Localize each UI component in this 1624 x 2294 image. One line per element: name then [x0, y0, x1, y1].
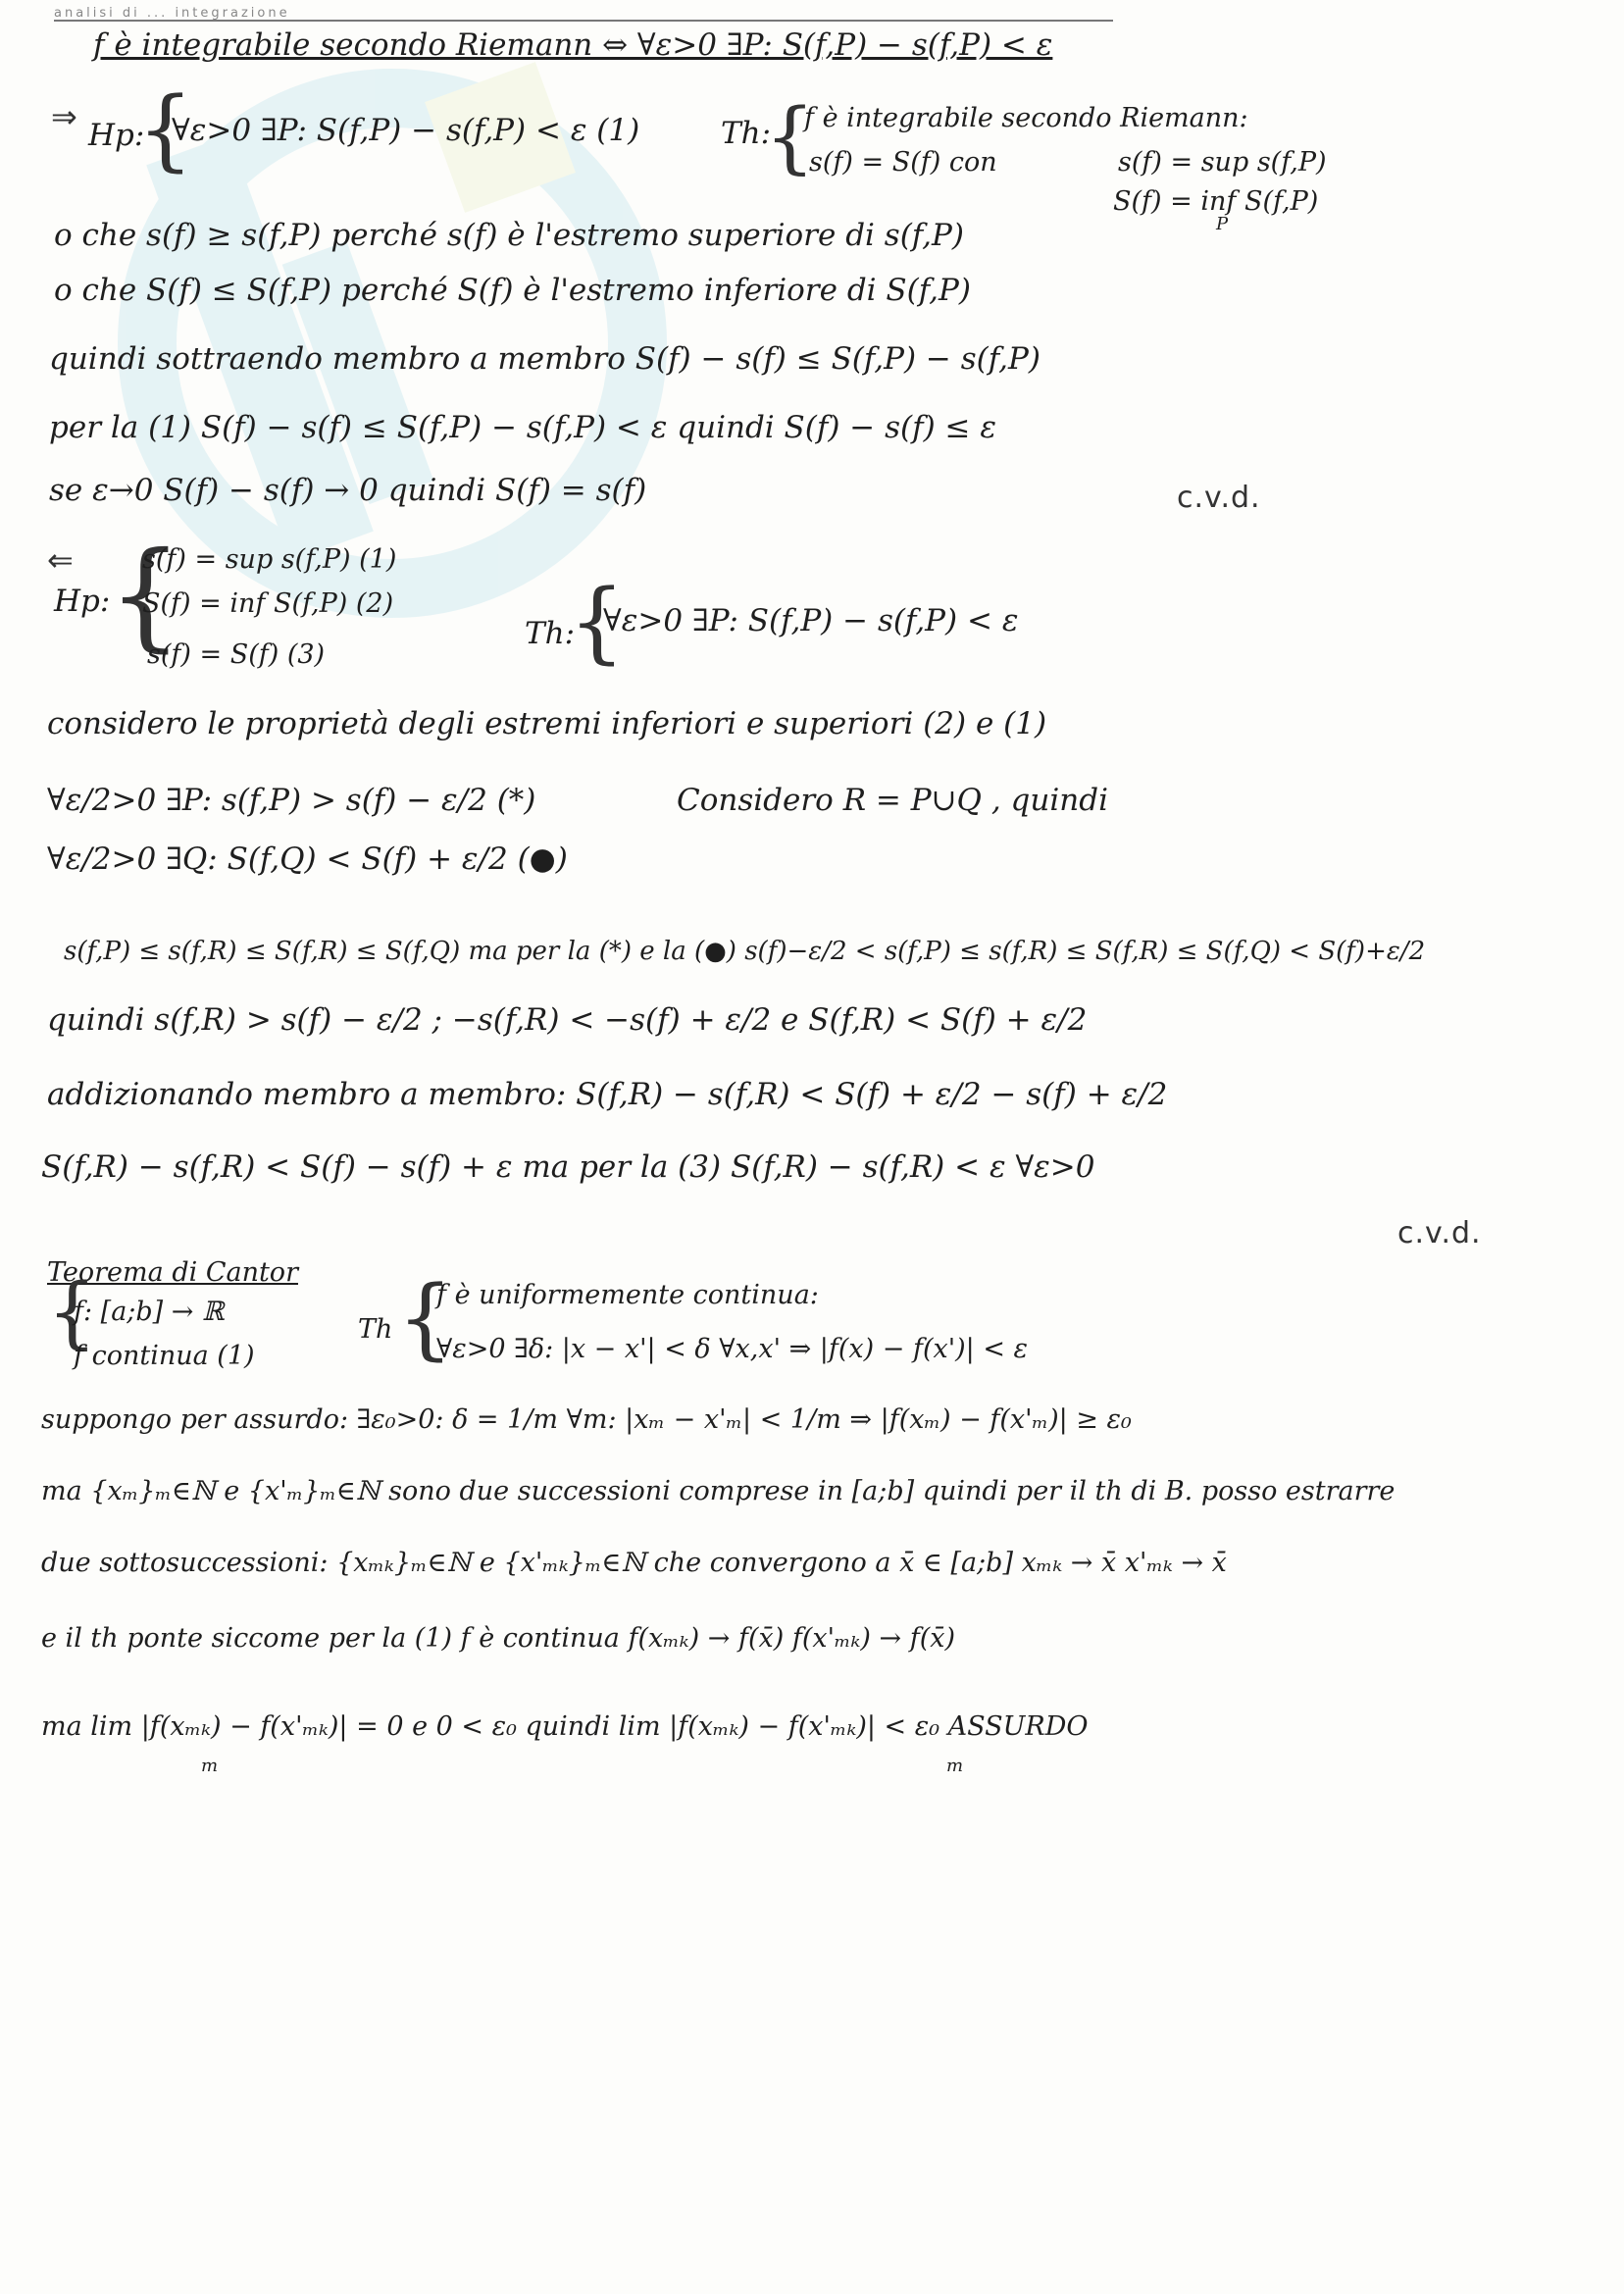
hp2-line1: s(f) = sup s(f,P) (1)	[142, 544, 397, 575]
cantor-line5: ma lim |f(xₘₖ) − f(x'ₘₖ)| = 0 e 0 < ε₀ quindi lim |f(xₘₖ) − f(x'ₘₖ)| < ε₀ ASSURDO	[41, 1711, 1089, 1742]
th-line2: s(f) = S(f) con	[809, 147, 997, 178]
cantor-hp1: f: [a;b] → ℝ	[74, 1297, 225, 1327]
proof1-line3: quindi sottraendo membro a membro S(f) − s(f) ≤ S(f,P) − s(f,P)	[49, 341, 1040, 377]
hp2-brace: {	[108, 528, 183, 664]
proof2-line7: S(f,R) − s(f,R) < S(f) − s(f) + ε ma per la (3) S(f,R) − s(f,R) < ε ∀ε>0	[41, 1149, 1095, 1185]
cantor-line1: suppongo per assurdo: ∃ε₀>0: δ = 1/m ∀m: |xₘ − x'ₘ| < 1/m ⇒ |f(xₘ) − f(x'ₘ)| ≥ ε₀	[41, 1404, 1132, 1435]
proof1-line4: per la (1) S(f) − s(f) ≤ S(f,P) − s(f,P) < ε quindi S(f) − s(f) ≤ ε	[49, 410, 997, 445]
cantor-th-label: Th	[358, 1314, 393, 1345]
cantor-th-brace: {	[397, 1267, 454, 1370]
proof2-line2b: Considero R = P∪Q , quindi	[677, 783, 1108, 818]
th2-statement: ∀ε>0 ∃P: S(f,P) − s(f,P) < ε	[603, 603, 1019, 638]
th-label: Th:	[721, 116, 772, 151]
def-s: s(f) = sup s(f,P)	[1118, 147, 1327, 178]
forward-arrow: ⇒	[51, 98, 77, 135]
cantor-th2: ∀ε>0 ∃δ: |x − x'| < δ ∀x,x' ⇒ |f(x) − f(x')| < ε	[436, 1334, 1029, 1364]
cantor-line3: due sottosuccessioni: {xₘₖ}ₘ∈ℕ e {x'ₘₖ}ₘ∈ℕ che convergono a x̄ ∈ [a;b] xₘₖ → x̄ x'ₘₖ → x̄	[41, 1548, 1227, 1578]
proof2-line6: addizionando membro a membro: S(f,R) − s(f,R) < S(f) + ε/2 − s(f) + ε/2	[47, 1077, 1168, 1112]
proof2-line1: considero le proprietà degli estremi inferiori e superiori (2) e (1)	[47, 706, 1047, 741]
cvd-2: c.v.d.	[1397, 1216, 1482, 1250]
hp-brace: {	[137, 78, 194, 181]
lim-sub-1: m	[201, 1756, 219, 1776]
th-brace: {	[765, 91, 815, 182]
proof2-line2: ∀ε/2>0 ∃P: s(f,P) > s(f) − ε/2 (*)	[47, 783, 536, 818]
theorem-title: f è integrabile secondo Riemann ⇔ ∀ε>0 ∃P: S(f,P) − s(f,P) < ε	[93, 27, 1053, 63]
proof2-line3: ∀ε/2>0 ∃Q: S(f,Q) < S(f) + ε/2 (●)	[47, 841, 568, 877]
proof2-line4: s(f,P) ≤ s(f,R) ≤ S(f,R) ≤ S(f,Q) ma per la (*) e la (●) s(f)−ε/2 < s(f,P) ≤ s(f,R) ≤ S(f,R) ≤ S(f,Q) < S(f)+ε/2	[64, 937, 1426, 966]
th-line1: f è integrabile secondo Riemann:	[804, 103, 1248, 133]
backward-arrow: ⇐	[47, 541, 74, 579]
hp-label: Hp:	[88, 118, 145, 153]
def-P: P	[1216, 214, 1229, 234]
proof2-line5: quindi s(f,R) > s(f) − ε/2 ; −s(f,R) < −s(f) + ε/2 e S(f,R) < S(f) + ε/2	[47, 1002, 1088, 1038]
proof1-line2: o che S(f) ≤ S(f,P) perché S(f) è l'estremo inferiore di S(f,P)	[54, 273, 971, 308]
cantor-title: Teorema di Cantor	[47, 1257, 298, 1288]
cantor-th1: f è uniformemente continua:	[436, 1280, 819, 1310]
hp2-line3: s(f) = S(f) (3)	[147, 639, 326, 670]
proof1-line5: se ε→0 S(f) − s(f) → 0 quindi S(f) = s(f)	[49, 473, 647, 508]
hp2-label: Hp:	[54, 584, 111, 619]
cvd-1: c.v.d.	[1177, 481, 1261, 515]
cantor-hp2: f continua (1)	[74, 1341, 255, 1371]
proof1-line1: o che s(f) ≥ s(f,P) perché s(f) è l'estremo superiore di s(f,P)	[54, 218, 964, 253]
cantor-line2: ma {xₘ}ₘ∈ℕ e {x'ₘ}ₘ∈ℕ sono due successioni comprese in [a;b] quindi per il th di B. posso estrarre	[41, 1476, 1396, 1506]
hp2-line2: S(f) = inf S(f,P) (2)	[142, 588, 394, 619]
cantor-line4: e il th ponte siccome per la (1) f è continua f(xₘₖ) → f(x̄) f(x'ₘₖ) → f(x̄)	[41, 1623, 956, 1654]
th2-label: Th:	[525, 616, 576, 651]
hp-statement: ∀ε>0 ∃P: S(f,P) − s(f,P) < ε (1)	[172, 113, 640, 148]
top-strip: analisi di ... integrazione	[54, 6, 1113, 22]
cantor-hp-brace: {	[47, 1266, 97, 1357]
lim-sub-2: m	[946, 1756, 964, 1776]
def-S: S(f) = inf S(f,P)	[1113, 186, 1319, 217]
th2-brace: {	[569, 571, 626, 674]
